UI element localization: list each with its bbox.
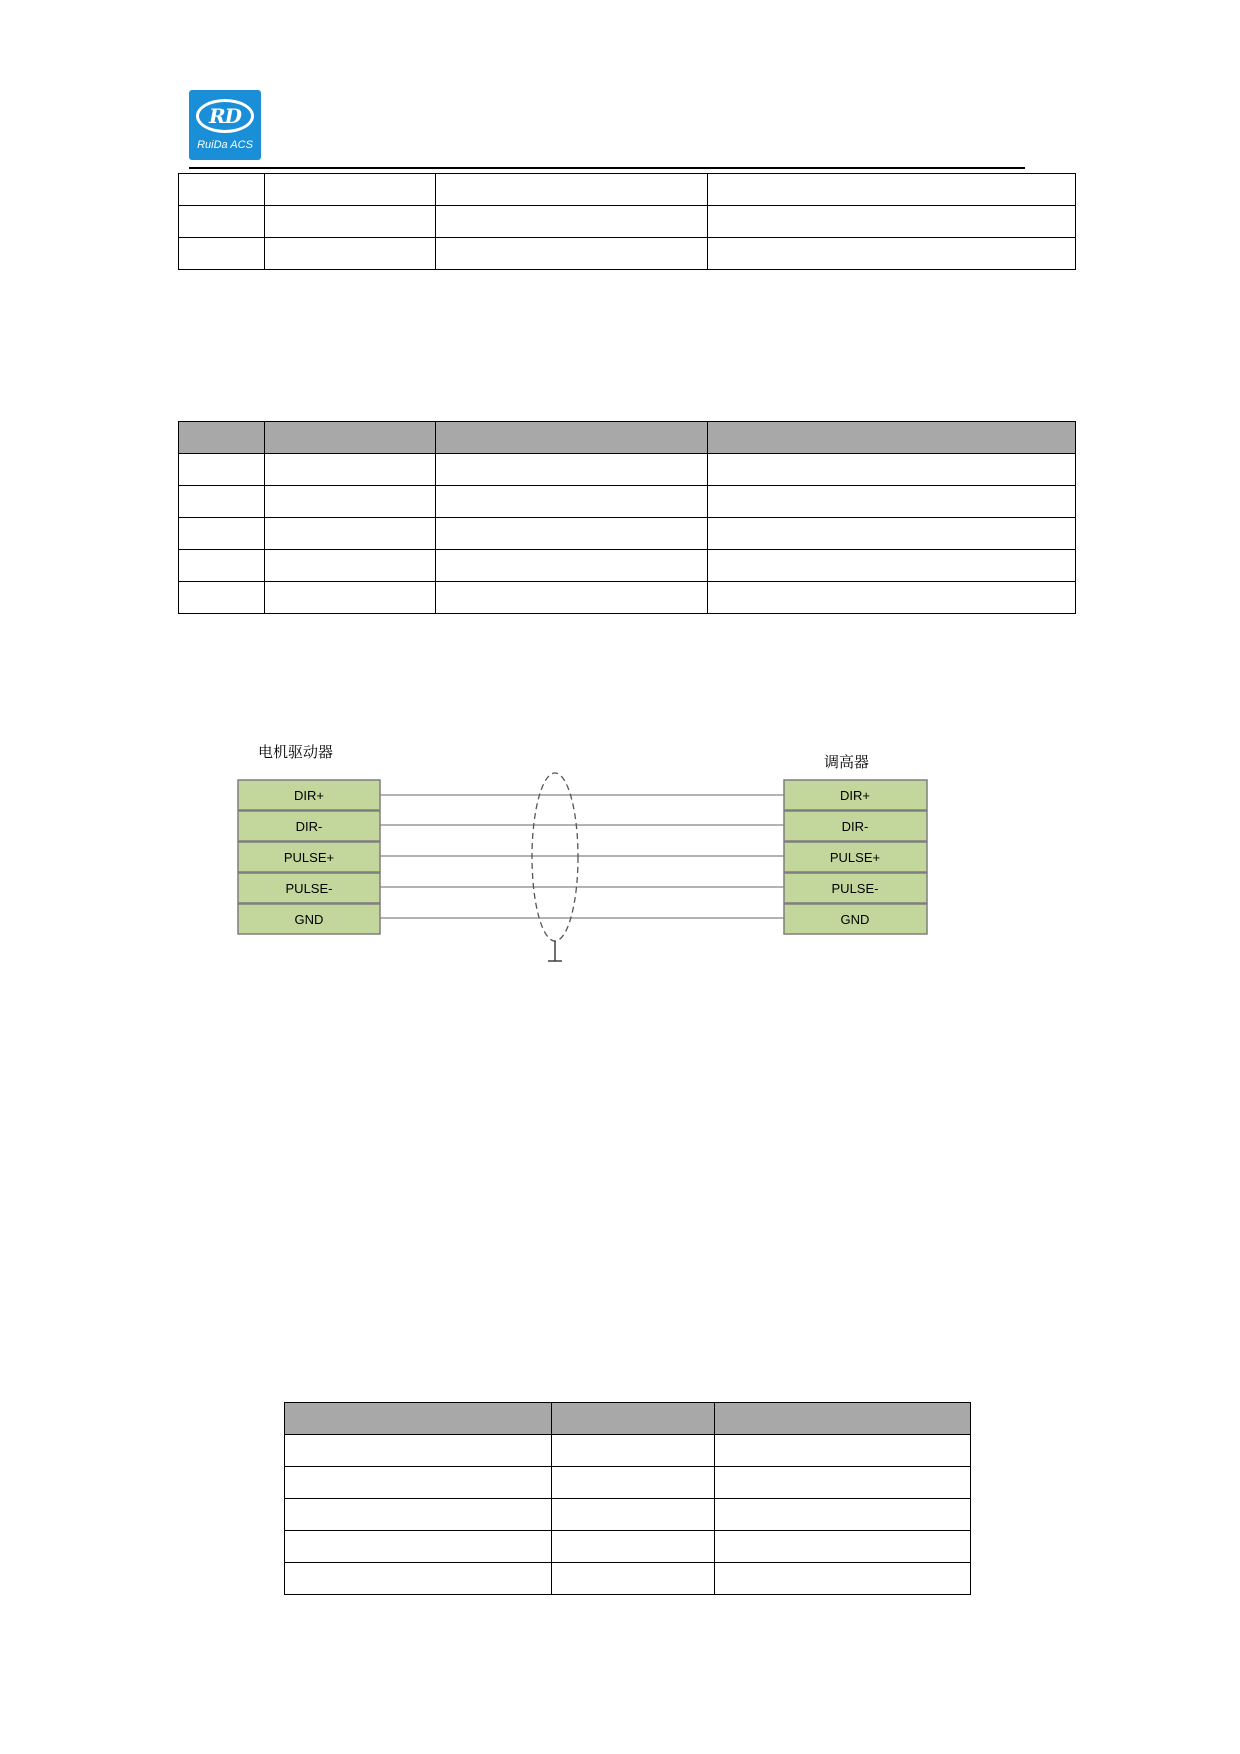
- table-2: [178, 421, 1076, 614]
- table-cell: [436, 582, 708, 614]
- table-header-row: [285, 1403, 971, 1435]
- pin-label: GND: [840, 912, 870, 927]
- table-cell: [265, 582, 436, 614]
- table-cell: [715, 1435, 971, 1467]
- table-cell: [179, 238, 265, 270]
- table-row: [285, 1435, 971, 1467]
- pin-label: DIR+: [294, 788, 324, 803]
- pin-right-1: [784, 811, 927, 841]
- table-cell: [715, 1563, 971, 1595]
- table-cell: [285, 1499, 552, 1531]
- table-cell: [179, 206, 265, 238]
- motor-driver-connector: [238, 780, 380, 934]
- table-row: [179, 206, 1076, 238]
- pin-label: DIR+: [840, 788, 870, 803]
- ruida-logo: [189, 90, 261, 160]
- ground-icon: [548, 941, 562, 961]
- height-controller-connector: [784, 780, 927, 934]
- table-cell: [179, 582, 265, 614]
- table-cell: [436, 518, 708, 550]
- table-header-cell: [265, 422, 436, 454]
- pin-label: DIR-: [295, 819, 323, 834]
- table-cell: [285, 1531, 552, 1563]
- pin-right-3: [784, 873, 927, 903]
- table-cell: [552, 1467, 715, 1499]
- cable-shield-ellipse: [532, 773, 578, 941]
- pin-right-2: [784, 842, 927, 872]
- table-cell: [552, 1435, 715, 1467]
- table-cell: [265, 486, 436, 518]
- logo-mark: RD: [209, 104, 241, 128]
- table-header-cell: [285, 1403, 552, 1435]
- table-cell: [179, 518, 265, 550]
- table-row: [179, 238, 1076, 270]
- height-controller-label: 调高器: [824, 753, 870, 771]
- table-row: [179, 582, 1076, 614]
- pin-right-0: [784, 780, 927, 810]
- table-header-cell: [715, 1403, 971, 1435]
- pin-label: PULSE-: [285, 881, 333, 896]
- table-cell: [265, 206, 436, 238]
- pin-label: PULSE+: [829, 850, 881, 865]
- table-cell: [179, 486, 265, 518]
- table-row: [285, 1499, 971, 1531]
- table-cell: [715, 1499, 971, 1531]
- table-header-cell: [179, 422, 265, 454]
- table-cell: [265, 550, 436, 582]
- table-cell: [552, 1499, 715, 1531]
- table-cell: [265, 238, 436, 270]
- table-cell: [436, 206, 708, 238]
- table-row: [179, 518, 1076, 550]
- wiring-diagram: [230, 735, 950, 975]
- table-cell: [436, 454, 708, 486]
- table-cell: [265, 174, 436, 206]
- table-cell: [552, 1563, 715, 1595]
- table-cell: [179, 174, 265, 206]
- pin-right-4: [784, 904, 927, 934]
- table-cell: [708, 454, 1076, 486]
- table-cell: [715, 1531, 971, 1563]
- table-cell: [436, 174, 708, 206]
- table-cell: [708, 206, 1076, 238]
- pin-left-0: [238, 780, 380, 810]
- table-row: [179, 486, 1076, 518]
- table-cell: [436, 550, 708, 582]
- wire-group: [380, 795, 784, 918]
- pin-left-4: [238, 904, 380, 934]
- table-cell: [285, 1467, 552, 1499]
- table-cell: [552, 1531, 715, 1563]
- table-header-cell: [552, 1403, 715, 1435]
- table-cell: [285, 1563, 552, 1595]
- table-cell: [708, 238, 1076, 270]
- table-header-row: [179, 422, 1076, 454]
- table-row: [179, 454, 1076, 486]
- table-header-cell: [436, 422, 708, 454]
- motor-driver-label: 电机驱动器: [258, 743, 334, 761]
- table-row: [285, 1467, 971, 1499]
- pin-left-1: [238, 811, 380, 841]
- table-cell: [436, 238, 708, 270]
- table-3: [284, 1402, 971, 1595]
- table-cell: [179, 550, 265, 582]
- pin-label: DIR-: [841, 819, 869, 834]
- table-row: [179, 174, 1076, 206]
- table-cell: [708, 582, 1076, 614]
- table-cell: [708, 550, 1076, 582]
- header-rule: [189, 167, 1025, 169]
- pin-left-2: [238, 842, 380, 872]
- table-cell: [715, 1467, 971, 1499]
- table-cell: [708, 486, 1076, 518]
- pin-left-3: [238, 873, 380, 903]
- table-cell: [179, 454, 265, 486]
- table-cell: [265, 518, 436, 550]
- table-row: [285, 1563, 971, 1595]
- table-cell: [265, 454, 436, 486]
- table-row: [179, 550, 1076, 582]
- table-row: [285, 1531, 971, 1563]
- table-1: [178, 173, 1076, 270]
- table-cell: [285, 1435, 552, 1467]
- logo-subtitle: RuiDa ACS: [197, 139, 253, 151]
- pin-label: PULSE-: [831, 881, 879, 896]
- table-header-cell: [708, 422, 1076, 454]
- table-cell: [436, 486, 708, 518]
- logo-oval: [196, 99, 254, 133]
- pin-label: GND: [294, 912, 324, 927]
- table-cell: [708, 174, 1076, 206]
- pin-label: PULSE+: [283, 850, 335, 865]
- table-cell: [708, 518, 1076, 550]
